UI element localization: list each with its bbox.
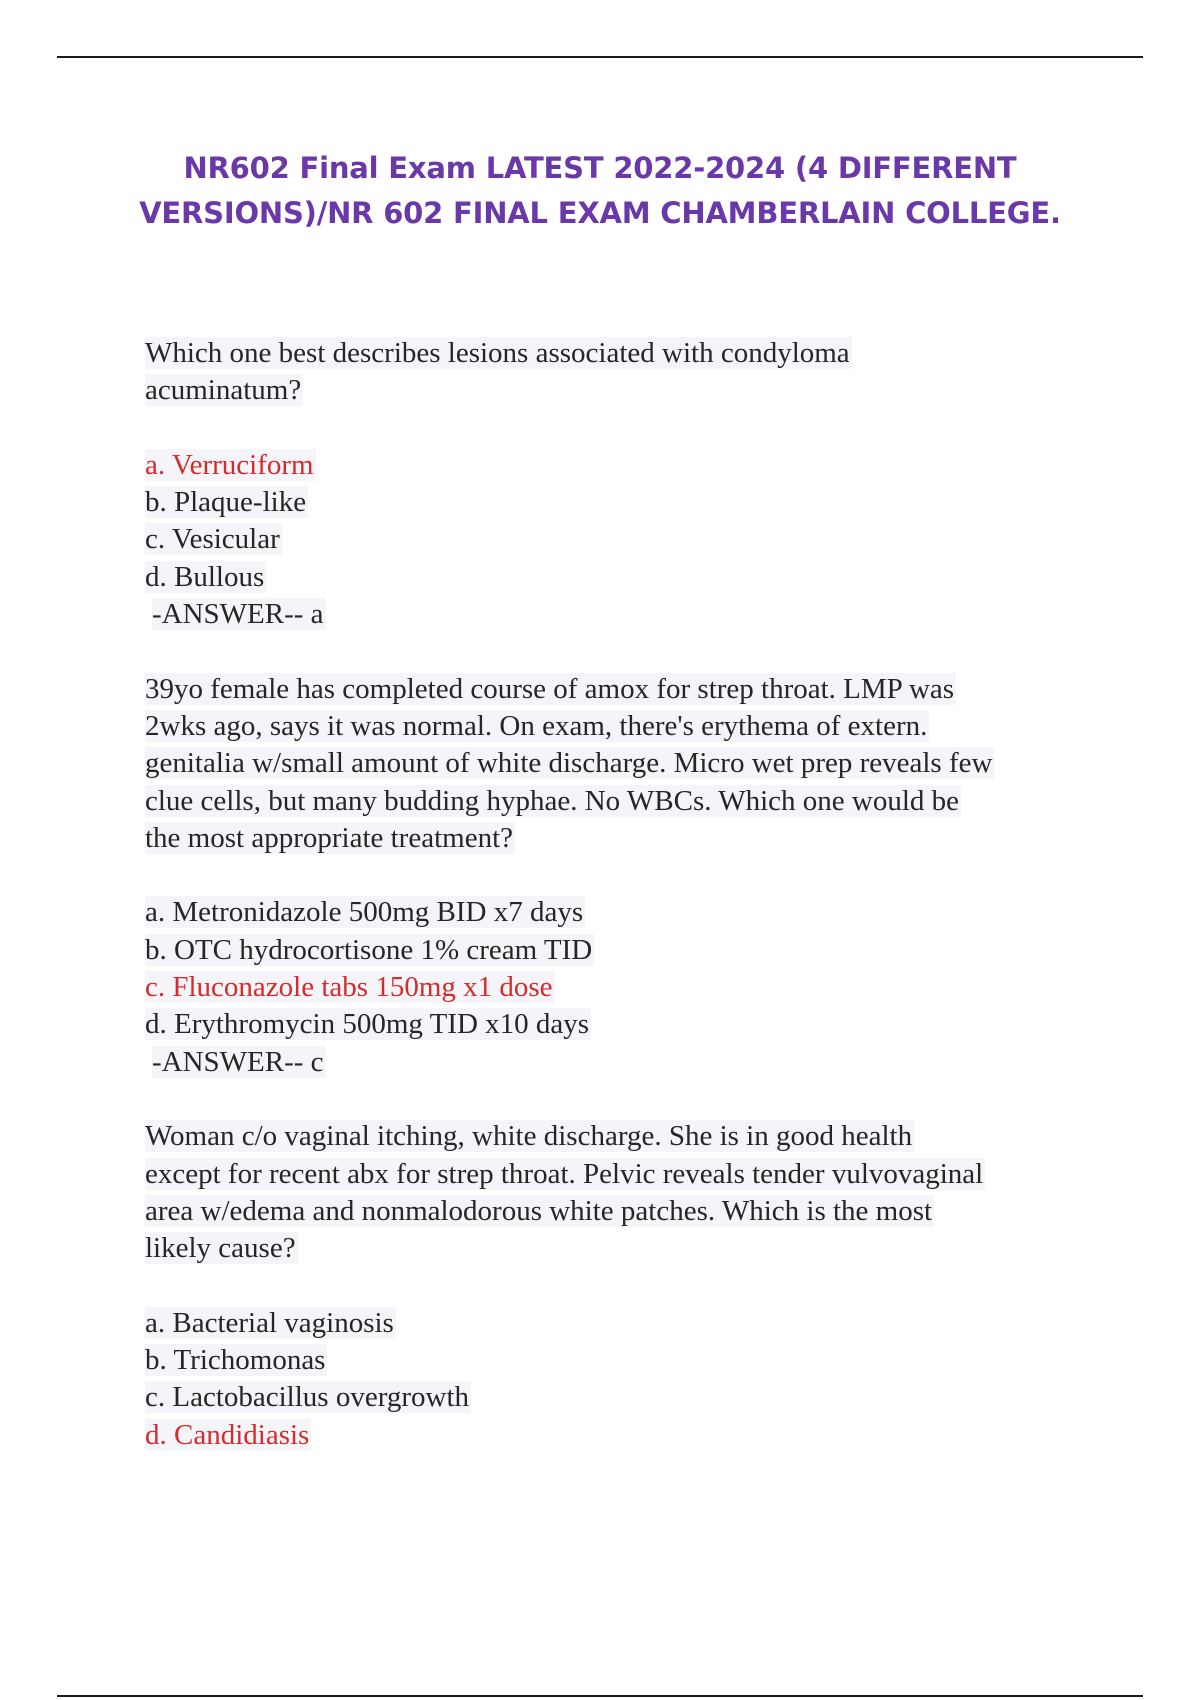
answer-option: c. Lactobacillus overgrowth [145,1381,469,1414]
answer-option: b. OTC hydrocortisone 1% cream TID [145,933,593,966]
answer-option: b. Trichomonas [145,1344,326,1377]
title-line: VERSIONS)/NR 602 FINAL EXAM CHAMBERLAIN COLLEGE. [139,196,1061,230]
document-title [100,146,1100,236]
question-stem-line-row [145,783,1105,820]
correct-answer-option: a. Verruciform [145,448,314,481]
question-stem-line: the most appropriate treatment? [145,821,513,854]
header-rule [57,56,1143,58]
question-stem-line: except for recent abx for strep throat. Pelvic reveals tender vulvovaginal [145,1157,984,1190]
question-stem-line: area w/edema and nonmalodorous white patches. Which is the most [145,1194,933,1227]
answer-option: a. Bacterial vaginosis [145,1306,394,1339]
answer-option: b. Plaque-like [145,486,307,519]
title-line: NR602 Final Exam LATEST 2022-2024 (4 DIFFERENT [183,151,1017,185]
question-stem-line-row [145,745,1105,782]
correct-answer-option-row [145,447,1105,484]
question-stem-line: Which one best describes lesions associated with condyloma [145,337,850,369]
answer-option-row [145,1342,1105,1379]
question-stem-line: Woman c/o vaginal itching, white discharge. She is in good health [145,1120,913,1153]
question-stem-line: likely cause? [145,1232,296,1265]
answer-option-row [145,932,1105,969]
question-stem-line: genitalia w/small amount of white discharge. Micro wet prep reveals few [145,747,993,780]
question-stem-line: 2wks ago, says it was normal. On exam, there's erythema of extern. [145,709,928,742]
correct-answer-option-row [145,1417,1105,1454]
answer-key-row [145,596,1105,633]
question-block [145,1118,1105,1454]
correct-answer-option: c. Fluconazole tabs 150mg x1 dose [145,971,553,1004]
answer-option-row [145,484,1105,521]
question-stem-line-row [145,335,1105,372]
question-stem-line-row [145,1156,1105,1193]
answer-option-row [145,1305,1105,1342]
footer-rule [57,1695,1143,1697]
question-stem-line: clue cells, but many budding hyphae. No WBCs. Which one would be [145,784,960,817]
answer-option-row [145,521,1105,558]
answer-option: d. Erythromycin 500mg TID x10 days [145,1008,590,1041]
answer-option-row [145,1379,1105,1416]
answer-option: a. Metronidazole 500mg BID x7 days [145,896,584,929]
answer-option-row [145,1006,1105,1043]
question-stem-line: 39yo female has completed course of amox for strep throat. LMP was [145,672,955,705]
answer-option-row [145,559,1105,596]
question-stem-line-row [145,708,1105,745]
question-stem-line-row [145,1193,1105,1230]
question-block [145,335,1105,671]
question-stem-line-row [145,820,1105,857]
question-stem-line-row [145,372,1105,409]
answer-key: -ANSWER-- a [152,598,324,631]
question-stem-line: acuminatum? [145,374,302,407]
answer-option: c. Vesicular [145,523,280,556]
correct-answer-option-row [145,969,1105,1006]
question-stem-line-row [145,1118,1105,1155]
answer-option-row [145,894,1105,931]
question-block [145,671,1105,1119]
answer-key-row [145,1044,1105,1081]
answer-option: d. Bullous [145,560,265,593]
question-list [145,335,1105,1454]
answer-key: -ANSWER-- c [152,1045,324,1078]
correct-answer-option: d. Candidiasis [145,1418,310,1451]
question-stem-line-row [145,1230,1105,1267]
question-stem-line-row [145,671,1105,708]
